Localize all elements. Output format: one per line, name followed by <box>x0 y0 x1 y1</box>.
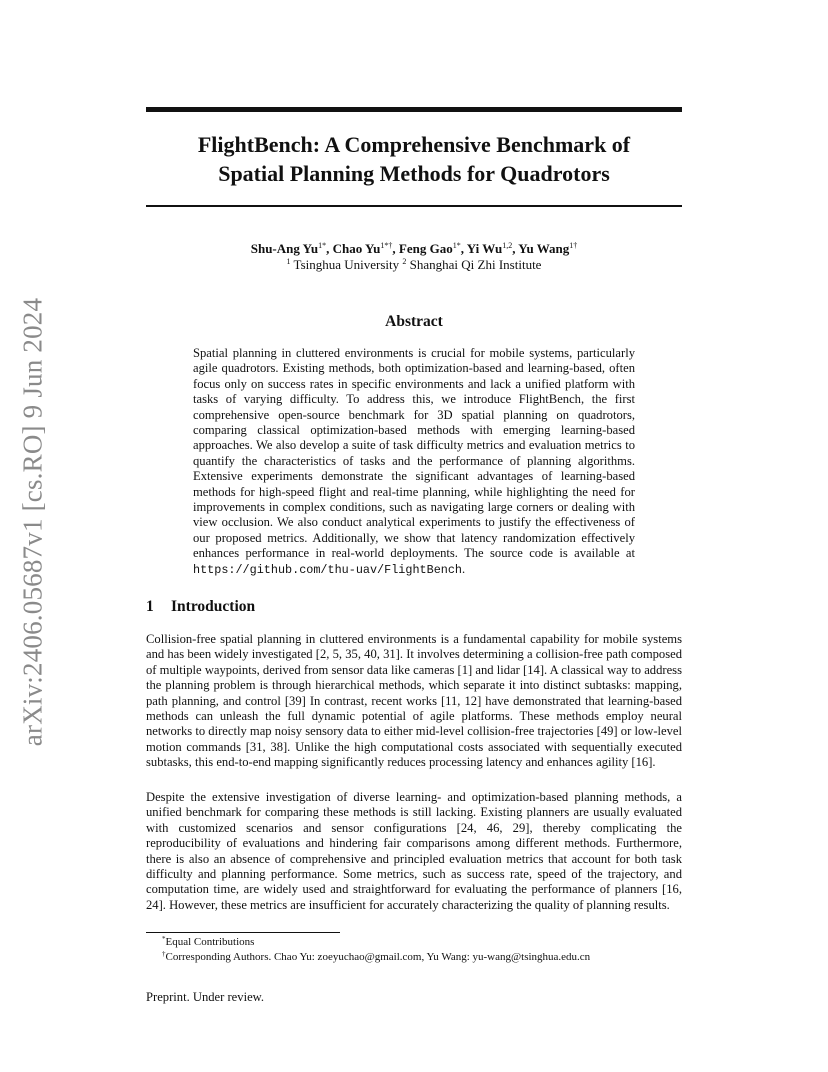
abstract-text: Spatial planning in cluttered environments is crucial for mobile systems, particularly agile quadrotors. Existing methods, both optimization-based and learning-based, often focus only on success rates in specific environments and lack a unified platform with tasks of varying difficulty. To address this, we introduce FlightBench, the first comprehensive open-source benchmark for 3D spatial planning on quadrotors, comparing classical optimization-based methods with emerging learning-based approaches. We also develop a suite of task difficulty metrics and evaluation metrics to quantify the characteristics of tasks and the performance of planning algorithms. Extensive experiments demonstrate the significant advantages of learning-based methods for high-speed flight and real-time planning, while highlighting the need for improvements in complex conditions, such as navigating large corners or dealing with view occlusion. We also conduct analytical experiments to justify the effectiveness of our proposed metrics. Additionally, we show that latency randomization effectively enhances performance in real-world deployments. The source code is available at <box>193 346 635 561</box>
author-name: Chao Yu <box>332 241 381 256</box>
author-names: Shu-Ang $Yu^{1*}$, Chao $Yu^{1*\dagger}$, Feng Gao$^{1*}$, Yi Wu$^{1,2}$, Yu Wang$^{1\dagger}$ <box>250 241 578 256</box>
intro-paragraph-1: Collision-free spatial planning in cluttered environments is a fundamental capability for mobile systems and has been widely investigated [2, 5, 35, 40, 31]. It involves determining a collision-free path composed of multiple waypoints, derived from sensor data like cameras [1] and lidar [14]. A classical way to address the planning problem is through hierarchical methods, which separate it into distinct subtasks: mapping, path planning, and control [39] In contrast, recent works [11, 12] have demonstrated that learning-based methods can unleash the full dynamic potential of agile platforms. These methods employ neural networks to directly map noisy sensory data to either mid-level collision-free trajectories [49] or low-level motion commands [31, 38]. Unlike the high computational costs associated with sequentially executed subtasks, this end-to-end mapping significantly reduces processing latency and enhances agility [16]. <box>146 632 682 770</box>
affiliations <box>146 257 682 273</box>
author-name: Yi Wu <box>466 241 503 256</box>
footnotes <box>162 935 682 965</box>
affiliation-mark: 1 <box>286 257 291 266</box>
footnote-mark: * <box>162 935 166 943</box>
affiliation-mark: 2 <box>402 257 407 266</box>
author-mark: 1*† <box>380 241 393 250</box>
author-name: Shu-Ang Yu <box>250 241 319 256</box>
author-name: Yu Wang <box>518 241 570 256</box>
title-line-2: Spatial Planning Methods for Quadrotors <box>218 161 610 186</box>
author-mark: 1* <box>318 241 327 250</box>
title-line-1: FlightBench: A Comprehensive Benchmark of <box>197 132 631 157</box>
abstract-heading: Abstract <box>385 313 443 330</box>
footnote-1 <box>162 935 682 950</box>
title-top-rule <box>146 107 682 112</box>
footnote-text: Equal Contributions <box>165 936 255 948</box>
section-number: 1 <box>146 598 154 615</box>
footnote-mark: † <box>162 950 166 958</box>
section-heading <box>146 598 255 616</box>
author-mark: 1* <box>452 241 461 250</box>
abstract-body <box>193 346 635 578</box>
preprint-footer: Preprint. Under review. <box>146 990 265 1004</box>
author-name: Feng Gao <box>398 241 453 256</box>
abstract-end: . <box>462 561 466 576</box>
affiliation-2: Shanghai Qi Zhi Institute <box>409 257 542 272</box>
footnote-rule <box>146 932 340 933</box>
intro-paragraph-2: Despite the extensive investigation of diverse learning- and optimization-based planning methods, a unified benchmark for comparing these methods is still lacking. Existing planners are usually evaluated with customized scenarios and sensor configurations [24, 46, 29], thereby complicating the reproducibility of evaluations and hindering fair comparisons among different methods. Furthermore, there is also an absence of comprehensive and principled evaluation metrics that account for both task difficulty and planning performance. Some metrics, such as success rate, speed of the trajectory, and computation time, are widely used and straightforward for evaluating the performance of planners [16, 24]. However, these metrics are insufficient for accurately characterizing the quality of planning results. <box>146 790 682 912</box>
title-bottom-rule <box>146 205 682 207</box>
arxiv-identifier-stamp: arXiv:2406.05687v1 [cs.RO] 9 Jun 2024 <box>17 297 48 747</box>
author-block <box>146 241 682 273</box>
author-mark: 1† <box>569 241 578 250</box>
affiliation-1: Tsinghua University <box>293 257 400 272</box>
footnote-2 <box>162 950 682 965</box>
paper-title <box>146 130 682 188</box>
source-code-link[interactable]: https://github.com/thu-uav/FlightBench <box>193 562 463 577</box>
footnote-text: Corresponding Authors. Chao Yu: zoeyuchao@gmail.com, Yu Wang: yu-wang@tsinghua.edu.cn <box>165 951 591 963</box>
section-title: Introduction <box>171 598 256 615</box>
author-mark: 1,2 <box>502 241 513 250</box>
